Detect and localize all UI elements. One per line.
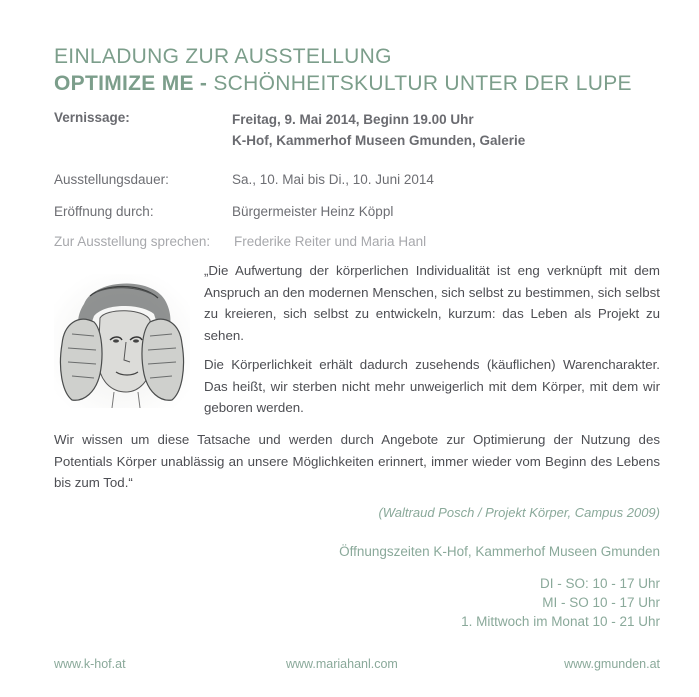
opening-hours-line-2: MI - SO 10 - 17 Uhr [542,595,660,610]
vernissage-date: Freitag, 9. Mai 2014, Beginn 19.00 Uhr [232,112,474,127]
opening-value: Bürgermeister Heinz Köppl [232,204,394,219]
exhibition-title [54,72,632,96]
portrait-drawing [54,274,190,408]
vernissage-location: K-Hof, Kammerhof Museen Gmunden, Galerie [232,133,526,148]
speakers-value: Frederike Reiter und Maria Hanl [234,234,427,249]
duration-label: Ausstellungsdauer: [54,172,169,187]
quote-paragraph-3: Wir wissen um diese Tatsache und werden durch Angebote zur Optimierung der Nutzung des Potentials Körper unablässig an unsere Möglichkeiten erinnert, immer wieder vom Beginn des Lebens bis zum Tod.“ [54,432,660,490]
quote-citation: (Waltraud Posch / Projekt Körper, Campus 2009) [378,505,660,520]
exhibition-title-bold: OPTIMIZE ME - [54,72,208,95]
footer-link-khof[interactable]: www.k-hof.at [54,657,126,671]
opening-label: Eröffnung durch: [54,204,154,219]
opening-hours-line-3: 1. Mittwoch im Monat 10 - 21 Uhr [461,614,660,629]
vernissage-label: Vernissage: [54,110,130,125]
speakers-label: Zur Ausstellung sprechen: [54,234,211,249]
quote-paragraph-1: „Die Aufwertung der körperlichen Individualität ist eng verknüpft mit dem Anspruch an den modernen Menschen, sich selbst zu bestimmen, sich selbst zu kreieren, sich selbst zu entwickeln, kurzum: das Leben als Projekt zu sehen. [204,263,660,343]
exhibition-title-rest: SCHÖNHEITSKULTUR UNTER DER LUPE [207,72,632,95]
opening-hours-line-1: DI - SO: 10 - 17 Uhr [539,576,660,591]
duration-value: Sa., 10. Mai bis Di., 10. Juni 2014 [232,172,434,187]
vernissage-value [232,109,525,151]
opening-hours-title: Öffnungszeiten K-Hof, Kammerhof Museen Gmunden [339,544,660,559]
footer-link-mariahanl[interactable]: www.mariahanl.com [286,657,398,671]
footer-link-gmunden[interactable]: www.gmunden.at [564,657,660,671]
quote-paragraph-2: Die Körperlichkeit erhält dadurch zusehends (käuflichen) Warencharakter. Das heißt, wir sterben nicht mehr unweigerlich mit dem Körper, mit dem wir geboren werden. [204,357,660,415]
invitation-heading: EINLADUNG ZUR AUSSTELLUNG [54,45,392,68]
